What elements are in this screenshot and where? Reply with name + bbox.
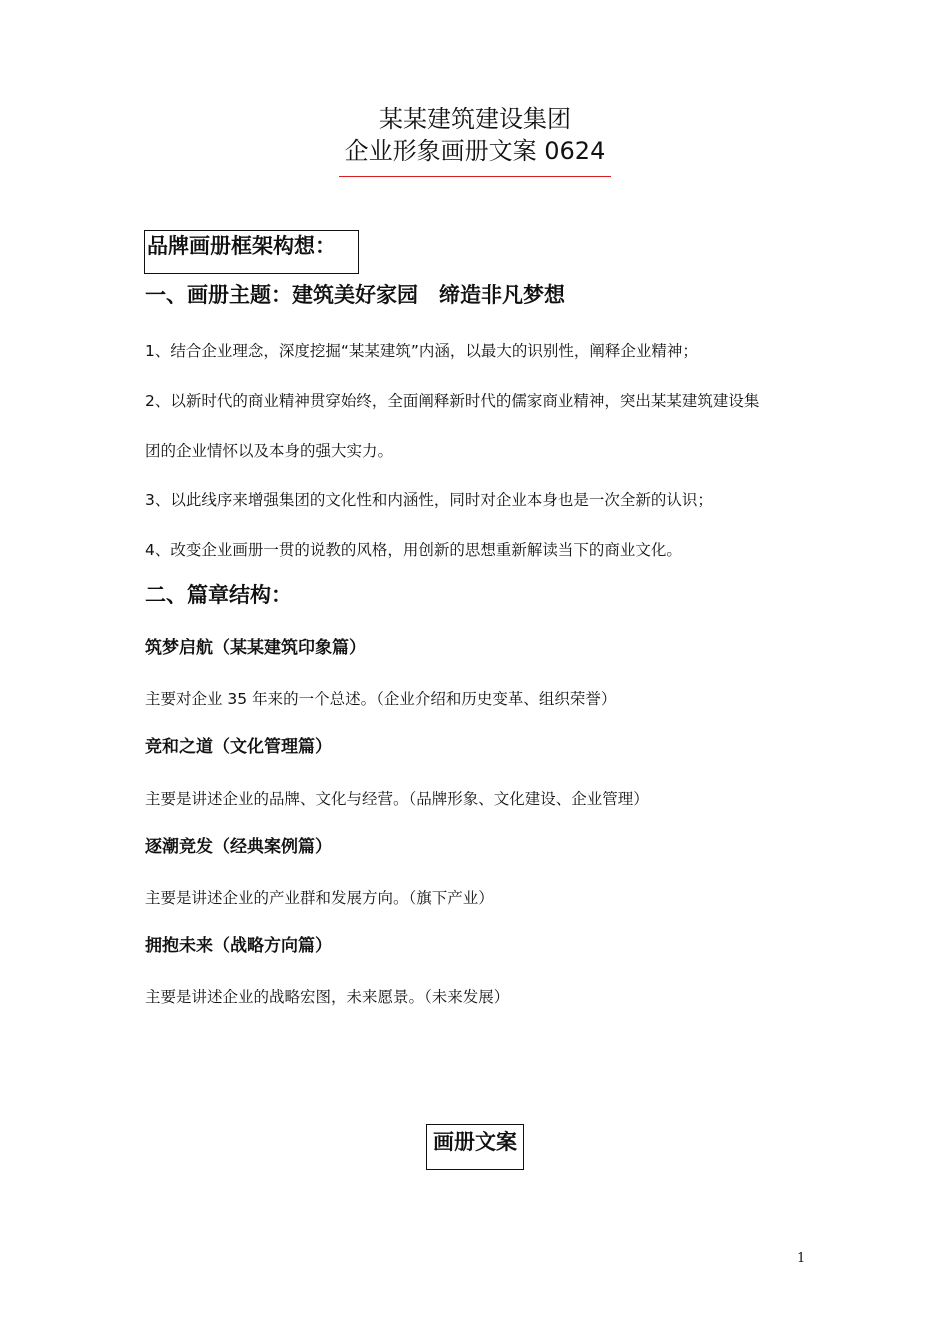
section1-heading: 一、画册主题：建筑美好家园 缔造非凡梦想 (145, 283, 565, 307)
section1-item-4: 4、改变企业画册一贯的说教的风格，用创新的思想重新解读当下的商业文化。 (145, 541, 682, 559)
title-underline (339, 176, 611, 177)
chapter-4-desc: 主要是讲述企业的战略宏图，未来愿景。（未来发展） (145, 988, 510, 1006)
chapter-2-desc: 主要是讲述企业的品牌、文化与经营。（品牌形象、文化建设、企业管理） (145, 790, 649, 808)
chapter-3-desc: 主要是讲述企业的产业群和发展方向。（旗下产业） (145, 889, 494, 907)
document-title-line1: 某某建筑建设集团 (379, 105, 571, 133)
chapter-3-title: 逐潮竞发（经典案例篇） (145, 837, 332, 857)
page-number: 1 (797, 1251, 806, 1266)
section1-item-2: 2、以新时代的商业精神贯穿始终，全面阐释新时代的儒家商业精神，突出某某建筑建设集 (145, 392, 760, 410)
section1-item-3: 3、以此线序来增强集团的文化性和内涵性，同时对企业本身也是一次全新的认识； (145, 491, 713, 509)
chapter-1-title: 筑梦启航（某某建筑印象篇） (145, 638, 366, 658)
section1-item-1: 1、结合企业理念，深度挖掘“某某建筑”内涵，以最大的识别性，阐释企业精神； (145, 342, 698, 360)
copy-heading-box: 画册文案 (426, 1124, 524, 1170)
document-title-line2: 企业形象画册文案 0624 (344, 137, 606, 165)
section2-heading: 二、篇章结构： (145, 583, 292, 607)
chapter-1-desc: 主要对企业 35 年来的一个总述。（企业介绍和历史变革、组织荣誉） (145, 690, 617, 708)
chapter-4-title: 拥抱未来（战略方向篇） (145, 936, 332, 956)
framework-heading-box: 品牌画册框架构想： (144, 230, 359, 274)
chapter-2-title: 竞和之道（文化管理篇） (145, 737, 332, 757)
section1-item-2-cont: 团的企业情怀以及本身的强大实力。 (145, 442, 394, 460)
